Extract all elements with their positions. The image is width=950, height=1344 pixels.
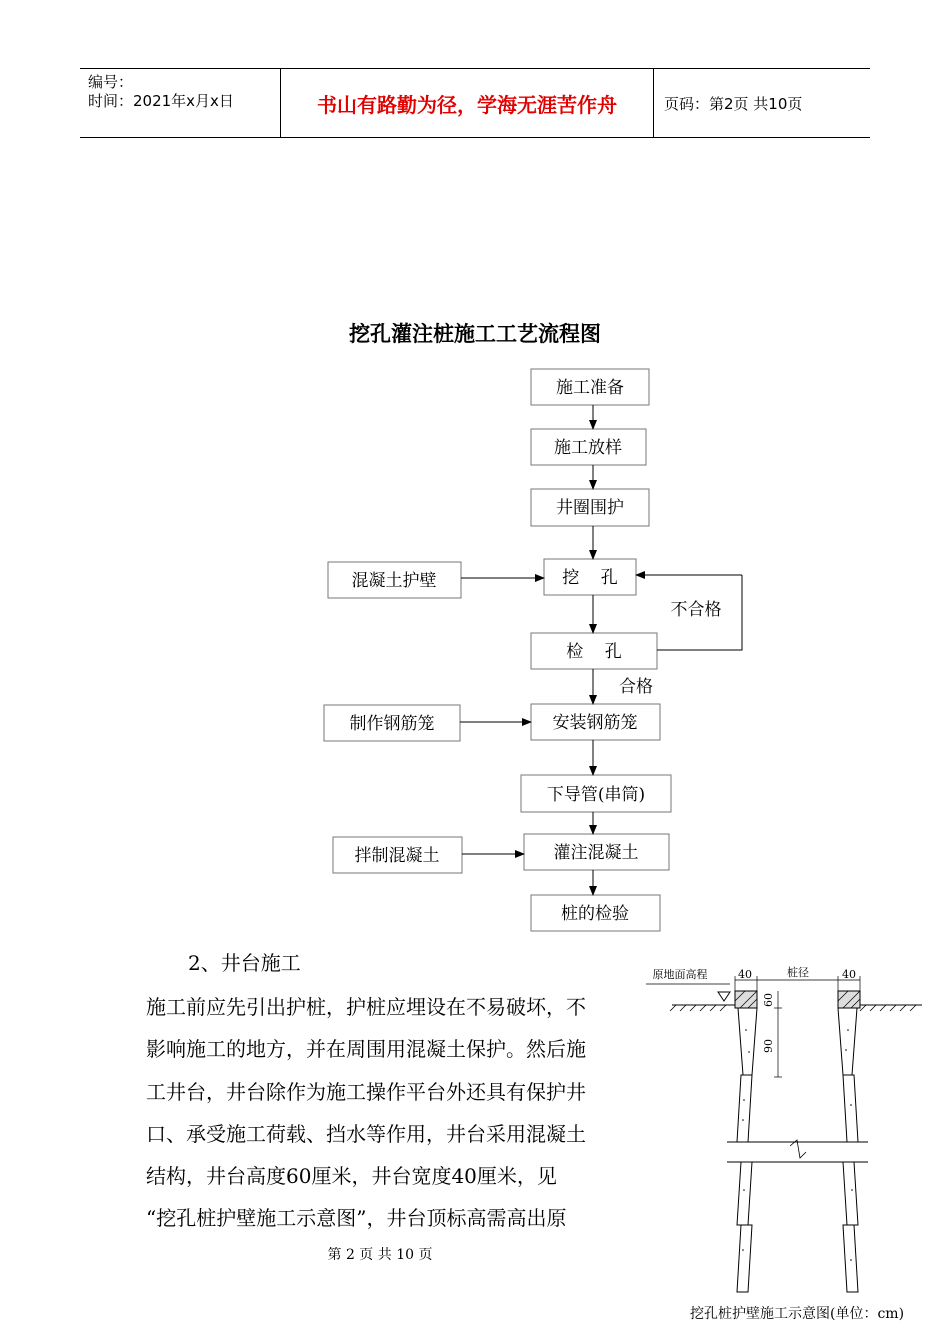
input-wall: 混凝土护壁 xyxy=(351,571,437,591)
dim-90: 90 xyxy=(762,1039,775,1053)
body-line: 工井台，井台除作为施工操作平台外还具有保护井 xyxy=(146,1079,586,1104)
doc-number-label: 编号： xyxy=(88,73,134,91)
body-line: “挖孔桩护壁施工示意图”，井台顶标高需高出原 xyxy=(146,1206,567,1231)
dim-left-40: 40 xyxy=(738,968,752,981)
header-motto: 书山有路勤为径，学海无涯苦作舟 xyxy=(280,69,654,137)
dim-60: 60 xyxy=(762,993,775,1007)
input-cage: 制作钢筋笼 xyxy=(349,714,435,734)
ground-elevation-label: 原地面高程 xyxy=(652,968,708,981)
step-pile-test: 桩的检验 xyxy=(561,904,629,924)
step-layout: 施工放样 xyxy=(554,438,622,458)
section-body xyxy=(146,986,646,1240)
step-pipe: 下导管(串筒) xyxy=(546,785,646,805)
diagram-caption: 挖孔桩护壁施工示意图(单位：cm) xyxy=(690,1306,905,1322)
header-page-info: 页码：第2页 共10页 xyxy=(664,94,803,113)
step-inspect: 检 孔 xyxy=(566,642,622,662)
step-install-cage: 安装钢筋笼 xyxy=(552,713,638,733)
doc-time-label: 时间：2021年x月x日 xyxy=(88,92,234,110)
body-line: 影响施工的地方，并在周围用混凝土保护。然后施 xyxy=(146,1037,586,1062)
step-prepare: 施工准备 xyxy=(556,378,624,398)
body-line: 结构，井台高度60厘米，井台宽度40厘米，见 xyxy=(146,1164,557,1189)
step-well-ring: 井圈围护 xyxy=(556,498,624,518)
step-pour: 灌注混凝土 xyxy=(553,843,639,863)
label-fail: 不合格 xyxy=(670,600,722,620)
page-number-footer: 第 2 页 共 10 页 xyxy=(327,1247,433,1263)
label-pass: 合格 xyxy=(619,677,653,697)
dim-pile-diameter: 桩径 xyxy=(787,966,809,979)
input-concrete: 拌制混凝土 xyxy=(354,846,440,866)
body-line: 施工前应先引出护桩，护桩应埋设在不易破坏，不 xyxy=(146,995,586,1019)
dim-right-40: 40 xyxy=(842,968,856,981)
section-heading: 2、井台施工 xyxy=(188,951,301,975)
body-line: 口、承受施工荷载、挡水等作用，井台采用混凝土 xyxy=(146,1121,586,1146)
flowchart-title: 挖孔灌注桩施工工艺流程图 xyxy=(349,322,601,346)
step-excavate: 挖 孔 xyxy=(562,568,618,588)
